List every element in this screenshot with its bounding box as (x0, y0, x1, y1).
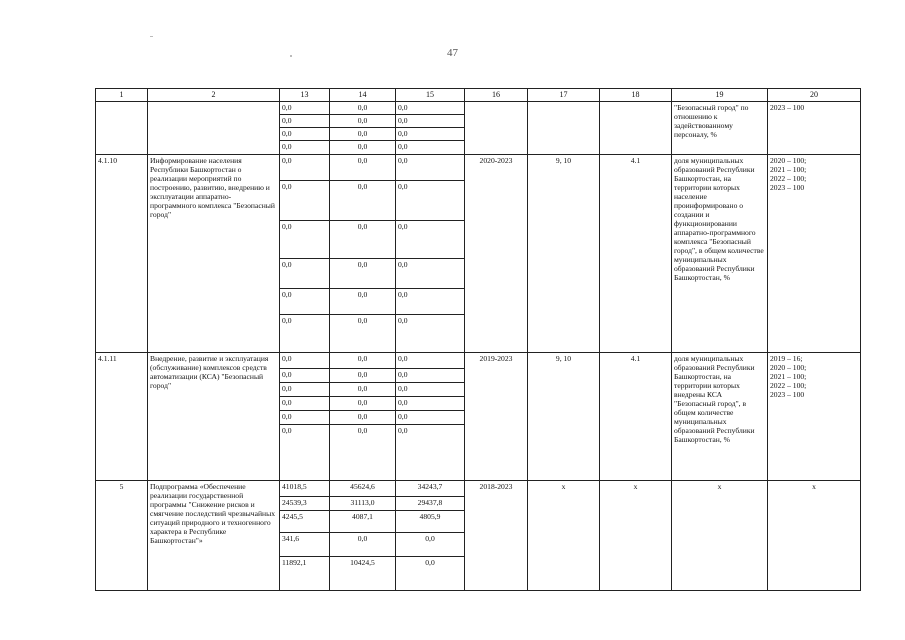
value-cell: 0,0 (330, 141, 396, 155)
value-cell: 0,0 (396, 533, 465, 557)
target-line: 2020 – 100; (770, 156, 807, 165)
col-header: 18 (600, 89, 672, 102)
page-number: 47 (447, 47, 458, 59)
value-cell: 0,0 (396, 128, 465, 141)
value-cell: 0,0 (396, 397, 465, 411)
value-cell: 11892,1 (280, 557, 330, 591)
value-cell: 4087,1 (330, 511, 396, 533)
value-cell: 0,0 (330, 289, 396, 315)
col17-cell: x (528, 481, 600, 591)
scan-speck (150, 36, 153, 37)
col-header: 1 (96, 89, 148, 102)
value-cell: 0,0 (280, 181, 330, 221)
col-header: 14 (330, 89, 396, 102)
col-header: 20 (768, 89, 861, 102)
value-cell: 0,0 (396, 221, 465, 259)
value-cell: 24539,3 (280, 497, 330, 511)
target-line: 2022 – 100; (770, 381, 807, 390)
value-cell: 0,0 (280, 128, 330, 141)
value-cell: 0,0 (396, 383, 465, 397)
value-cell: 0,0 (396, 411, 465, 425)
value-cell: 4805,9 (396, 511, 465, 533)
period-cell: 2018-2023 (465, 481, 528, 591)
value-cell: 0,0 (396, 353, 465, 369)
target-line: 2023 – 100 (770, 390, 805, 399)
value-cell: 0,0 (280, 369, 330, 383)
period-cell (465, 102, 528, 155)
row-name: Внедрение, развитие и эксплуатация (обслуживание) комплексов средств автоматизации (КСА) "Безопасный город" (148, 353, 280, 481)
table-row (96, 102, 861, 115)
value-cell: 31113,0 (330, 497, 396, 511)
row-number: 4.1.10 (96, 155, 148, 353)
col-header: 17 (528, 89, 600, 102)
col-header: 19 (672, 89, 768, 102)
target-cell (768, 353, 861, 481)
value-cell: 0,0 (396, 425, 465, 481)
col18-cell: 4.1 (600, 155, 672, 353)
program-table (95, 88, 861, 591)
indicator-cell: доля муниципальных образований Республики Башкортостан, на территории которых внедрены КСА "Безопасный город", в общем количестве муниципальных образований Республики Башкортостан, % (672, 353, 768, 481)
value-cell: 0,0 (330, 221, 396, 259)
value-cell: 0,0 (396, 141, 465, 155)
value-cell: 0,0 (330, 102, 396, 115)
target-line: 2021 – 100; (770, 165, 807, 174)
col18-cell: 4.1 (600, 353, 672, 481)
value-cell: 0,0 (396, 315, 465, 353)
col-header: 15 (396, 89, 465, 102)
target-cell (768, 155, 861, 353)
col-header: 16 (465, 89, 528, 102)
value-cell: 0,0 (280, 397, 330, 411)
value-cell: 0,0 (330, 181, 396, 221)
column-header-row (96, 89, 861, 102)
target-cell: x (768, 481, 861, 591)
value-cell: 0,0 (280, 141, 330, 155)
col17-cell: 9, 10 (528, 353, 600, 481)
value-cell: 0,0 (280, 115, 330, 128)
col-header: 2 (148, 89, 280, 102)
value-cell: 341,6 (280, 533, 330, 557)
value-cell: 0,0 (280, 102, 330, 115)
target-cell: 2023 – 100 (768, 102, 861, 155)
value-cell: 0,0 (396, 557, 465, 591)
indicator-cell: "Безопасный город" по отношению к задействованному персоналу, % (672, 102, 768, 155)
indicator-cell: доля муниципальных образований Республики Башкортостан, на территории которых население проинформировано о создании и функционировании аппаратно-программного комплекса "Безопасный город", в общем количестве муниципальных образований Республики Башкортостан, % (672, 155, 768, 353)
target-line: 2019 – 16; (770, 354, 803, 363)
row-number: 5 (96, 481, 148, 591)
value-cell: 0,0 (330, 383, 396, 397)
value-cell: 0,0 (330, 353, 396, 369)
target-line: 2023 – 100 (770, 183, 805, 192)
table-row (96, 353, 861, 369)
value-cell: 0,0 (330, 115, 396, 128)
value-cell: 0,0 (330, 425, 396, 481)
target-line: 2022 – 100; (770, 174, 807, 183)
value-cell: 10424,5 (330, 557, 396, 591)
value-cell: 0,0 (280, 315, 330, 353)
value-cell: 0,0 (396, 369, 465, 383)
value-cell: 0,0 (396, 181, 465, 221)
value-cell: 0,0 (396, 115, 465, 128)
value-cell: 0,0 (396, 102, 465, 115)
value-cell: 0,0 (280, 411, 330, 425)
value-cell: 0,0 (396, 289, 465, 315)
value-cell: 34243,7 (396, 481, 465, 497)
period-cell: 2019-2023 (465, 353, 528, 481)
row-name: Подпрограмма «Обеспечение реализации государственной программы "Снижение рисков и смягчение последствий чрезвычайных ситуаций природного и техногенного характера в Республике Башкортостан"» (148, 481, 280, 591)
value-cell: 0,0 (330, 155, 396, 181)
value-cell: 0,0 (330, 315, 396, 353)
col-header: 13 (280, 89, 330, 102)
row-name (148, 102, 280, 155)
value-cell: 41018,5 (280, 481, 330, 497)
value-cell: 0,0 (330, 533, 396, 557)
value-cell: 0,0 (280, 221, 330, 259)
scan-speck (290, 55, 292, 57)
table-row (96, 481, 861, 497)
value-cell: 0,0 (330, 128, 396, 141)
col17-cell: 9, 10 (528, 155, 600, 353)
value-cell: 0,0 (330, 369, 396, 383)
target-line: 2020 – 100; (770, 363, 807, 372)
target-line: 2021 – 100; (770, 372, 807, 381)
value-cell: 0,0 (280, 289, 330, 315)
col17-cell (528, 102, 600, 155)
period-cell: 2020-2023 (465, 155, 528, 353)
row-number (96, 102, 148, 155)
value-cell: 0,0 (280, 425, 330, 481)
value-cell: 0,0 (280, 155, 330, 181)
col18-cell: x (600, 481, 672, 591)
row-name: Информирование населения Республики Башкортостан о реализации мероприятий по построению, развитию, внедрению и эксплуатации аппаратно-программного комплекса "Безопасный город" (148, 155, 280, 353)
row-number: 4.1.11 (96, 353, 148, 481)
value-cell: 0,0 (330, 411, 396, 425)
value-cell: 0,0 (330, 397, 396, 411)
value-cell: 0,0 (330, 259, 396, 289)
value-cell: 0,0 (396, 259, 465, 289)
value-cell: 0,0 (280, 353, 330, 369)
value-cell: 4245,5 (280, 511, 330, 533)
value-cell: 0,0 (280, 383, 330, 397)
value-cell: 45624,6 (330, 481, 396, 497)
value-cell: 0,0 (396, 155, 465, 181)
table-row (96, 155, 861, 181)
value-cell: 29437,8 (396, 497, 465, 511)
indicator-cell: x (672, 481, 768, 591)
col18-cell (600, 102, 672, 155)
value-cell: 0,0 (280, 259, 330, 289)
